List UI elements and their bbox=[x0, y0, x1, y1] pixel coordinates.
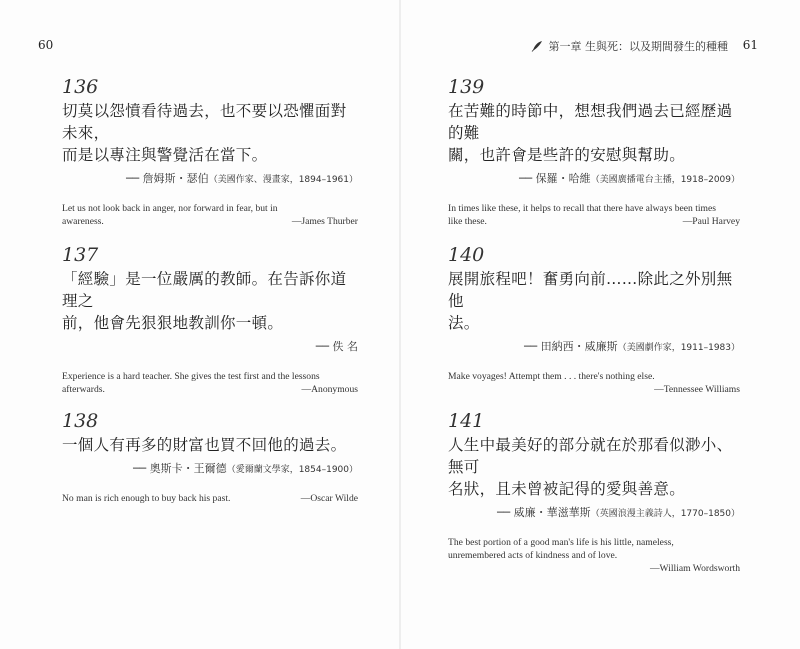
english-line: unremembered acts of kindness and of love. bbox=[448, 550, 618, 561]
quote-english bbox=[62, 202, 358, 228]
quote-number: 138 bbox=[62, 410, 99, 432]
quote-english bbox=[448, 536, 740, 575]
quote-chinese-line: 關，也許會是些許的安慰與幫助。 bbox=[448, 146, 686, 164]
quote-chinese-line: 「經驗」是一位嚴厲的教師。在告訴你道理之 bbox=[62, 270, 347, 310]
quote-chinese-line: 前，他會先狠狠地教訓你一頓。 bbox=[62, 314, 284, 332]
quote-chinese-line: 名狀，且未曾被記得的愛與善意。 bbox=[448, 480, 686, 498]
quote-source: —Anonymous bbox=[301, 384, 358, 395]
attribution-detail: （美國劇作家，1911–1983） bbox=[617, 343, 740, 353]
quote-chinese-line: 在苦難的時節中，想想我們過去已經歷過的難 bbox=[448, 102, 733, 142]
quote-141 bbox=[448, 410, 740, 575]
quote-138 bbox=[62, 410, 358, 505]
english-line: Experience is a hard teacher. She gives the test first and the lessons bbox=[62, 371, 320, 382]
quote-chinese bbox=[62, 100, 358, 166]
quote-number: 140 bbox=[448, 244, 485, 266]
quote-source: —Paul Harvey bbox=[682, 216, 740, 227]
quote-english bbox=[448, 370, 740, 396]
english-line: afterwards. bbox=[62, 384, 105, 395]
quote-139 bbox=[448, 76, 740, 228]
quote-chinese bbox=[448, 268, 740, 334]
page-number-right: 61 bbox=[742, 38, 758, 52]
quote-number: 136 bbox=[62, 76, 99, 98]
quote-source: —James Thurber bbox=[291, 216, 358, 227]
quote-number: 137 bbox=[62, 244, 99, 266]
quote-chinese bbox=[62, 268, 358, 334]
page-number-left: 60 bbox=[38, 38, 54, 52]
quote-137 bbox=[62, 244, 358, 396]
quote-attribution bbox=[448, 504, 740, 520]
chapter-title: 第一章 生與死：以及期間發生的種種 bbox=[548, 40, 728, 53]
attribution-detail: （愛爾蘭文學家，1854–1900） bbox=[226, 465, 358, 475]
english-line: Let us not look back in anger, nor forward in fear, but in bbox=[62, 203, 278, 214]
attribution-detail: （美國廣播電台主播，1918–2009） bbox=[590, 175, 740, 185]
attribution-detail: （美國作家、漫畫家，1894–1961） bbox=[208, 175, 358, 185]
attribution-name: ── 奧斯卡・王爾德 bbox=[132, 462, 227, 475]
quote-chinese bbox=[448, 100, 740, 166]
quote-attribution bbox=[448, 338, 740, 354]
quote-source: —Tennessee Williams bbox=[654, 384, 740, 395]
english-line: awareness. bbox=[62, 216, 104, 227]
quote-english bbox=[448, 202, 740, 228]
english-line: The best portion of a good man's life is his little, nameless, bbox=[448, 537, 674, 548]
english-line: No man is rich enough to buy back his past. bbox=[62, 493, 231, 504]
quote-attribution bbox=[62, 170, 358, 186]
quote-chinese-line: 法。 bbox=[448, 314, 480, 332]
attribution-name: ── 詹姆斯・瑟伯 bbox=[125, 172, 209, 185]
attribution-name: ── 佚 名 bbox=[315, 340, 358, 353]
quote-attribution bbox=[62, 338, 358, 354]
english-line: like these. bbox=[448, 216, 487, 227]
quote-chinese bbox=[62, 434, 358, 456]
quote-number: 139 bbox=[448, 76, 485, 98]
quote-chinese-line: 展開旅程吧！奮勇向前……除此之外別無他 bbox=[448, 270, 733, 310]
right-page bbox=[400, 0, 800, 649]
quote-chinese bbox=[448, 434, 740, 500]
quote-english bbox=[62, 492, 358, 505]
english-line: In times like these, it helps to recall that there have always been times bbox=[448, 203, 717, 214]
attribution-detail: （英國浪漫主義詩人，1770–1850） bbox=[590, 509, 740, 519]
quote-chinese-line: 切莫以怨憤看待過去，也不要以恐懼面對未來， bbox=[62, 102, 347, 142]
feather-pen-icon bbox=[531, 40, 543, 52]
quote-chinese-line: 人生中最美好的部分就在於那看似渺小、無可 bbox=[448, 436, 733, 476]
english-line: Make voyages! Attempt them . . . there's nothing else. bbox=[448, 371, 655, 382]
attribution-name: ── 威廉・華滋華斯 bbox=[496, 506, 591, 519]
quote-english bbox=[62, 370, 358, 396]
quote-136 bbox=[62, 76, 358, 228]
running-head bbox=[531, 38, 729, 54]
quote-source: —Oscar Wilde bbox=[300, 493, 358, 504]
attribution-name: ── 田納西・威廉斯 bbox=[523, 340, 618, 353]
quote-140 bbox=[448, 244, 740, 396]
attribution-name: ── 保羅・哈維 bbox=[518, 172, 591, 185]
quote-chinese-line: 而是以專注與警覺活在當下。 bbox=[62, 146, 268, 164]
quote-number: 141 bbox=[448, 410, 485, 432]
quote-source: —William Wordsworth bbox=[649, 563, 740, 574]
quote-attribution bbox=[448, 170, 740, 186]
quote-attribution bbox=[62, 460, 358, 476]
quote-chinese-line: 一個人有再多的財富也買不回他的過去。 bbox=[62, 436, 347, 454]
